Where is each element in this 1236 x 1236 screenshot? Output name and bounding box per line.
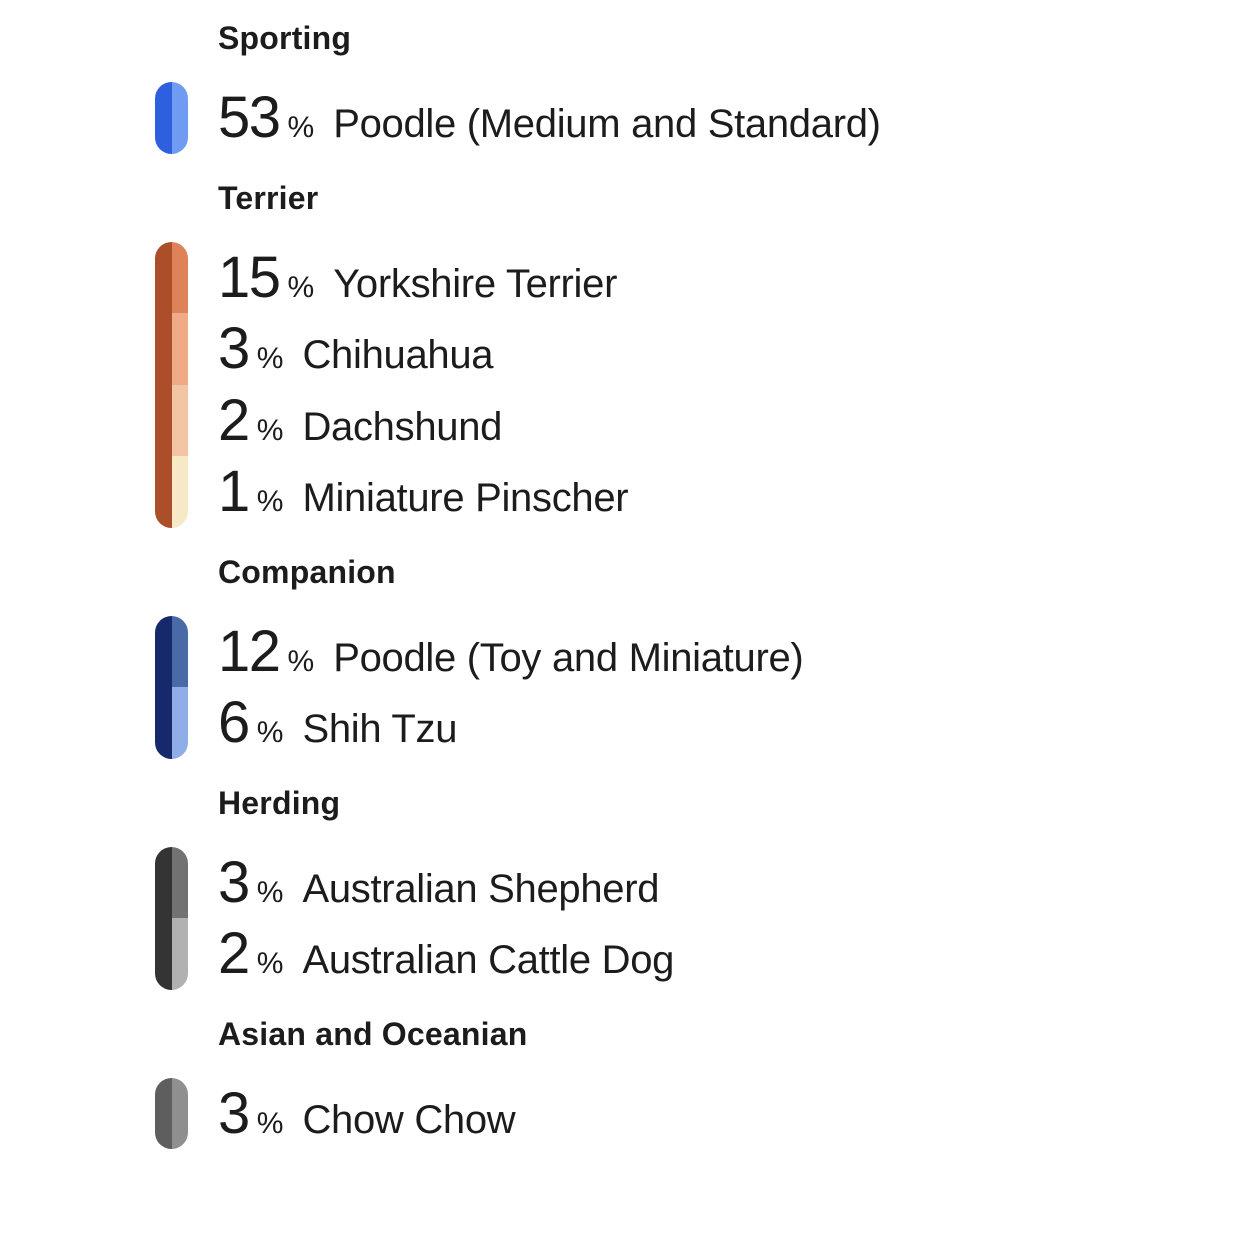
breed-group-section (0, 22, 1236, 154)
breed-group-bar-base (155, 82, 172, 154)
breed-bar-segment (172, 687, 188, 759)
breed-group-bar-base (155, 1078, 172, 1150)
breed-percent-value: 1 (218, 459, 249, 524)
breed-row-list (218, 82, 881, 154)
breed-percent-value: 2 (218, 921, 249, 986)
breed-row (218, 1078, 515, 1150)
percent-sign: % (256, 1106, 284, 1140)
breed-name: Miniature Pinscher (302, 476, 629, 520)
breed-group-body (155, 1078, 1236, 1150)
breed-name: Poodle (Medium and Standard) (333, 102, 881, 146)
breed-row-list (218, 242, 628, 528)
breed-bar-segment (172, 918, 188, 990)
breed-percent-value: 15 (218, 244, 280, 310)
breed-group-bar-base (155, 242, 172, 528)
breed-row-list (218, 1078, 515, 1150)
breed-name: Shih Tzu (302, 707, 458, 751)
breed-percent-value: 6 (218, 690, 249, 755)
breed-group-bar (155, 616, 188, 759)
breed-group-bar-segments (172, 616, 188, 759)
breed-name: Yorkshire Terrier (333, 261, 618, 306)
breed-group-bar-base (155, 847, 172, 990)
breed-group-body (155, 242, 1236, 528)
breed-group-bar (155, 242, 188, 528)
breed-row (218, 918, 674, 990)
breed-group-title: Companion (218, 553, 396, 590)
breed-group-bar-segments (172, 847, 188, 990)
breed-percent-value: 2 (218, 387, 249, 453)
percent-sign: % (256, 485, 284, 518)
breed-row-list (218, 847, 674, 990)
breed-percent-value: 12 (218, 618, 280, 684)
percent-sign: % (287, 270, 315, 304)
breed-bar-segment (172, 313, 188, 385)
breed-group-bar (155, 82, 188, 154)
breed-group-section (0, 179, 1236, 528)
breed-group-title: Asian and Oceanian (218, 1015, 528, 1052)
percent-sign: % (287, 111, 315, 144)
breed-row (218, 687, 803, 759)
breed-row (218, 313, 628, 385)
breed-group-body (155, 847, 1236, 990)
breed-row (218, 847, 674, 919)
breed-group-bar-segments (172, 82, 188, 154)
breed-name: Dachshund (302, 404, 503, 449)
breed-group-title: Terrier (218, 179, 319, 216)
breed-row (218, 242, 628, 314)
breed-group-section (0, 553, 1236, 759)
percent-sign: % (256, 947, 284, 980)
breed-percent-value: 3 (218, 849, 249, 915)
breed-percent-value: 3 (218, 1080, 249, 1146)
breed-bar-segment (172, 385, 188, 457)
breed-name: Australian Shepherd (302, 866, 660, 911)
breed-row (218, 385, 628, 457)
breed-group-title: Herding (218, 784, 341, 821)
breed-group-section (0, 1015, 1236, 1150)
breed-group-bar (155, 1078, 188, 1150)
breed-row (218, 616, 803, 688)
percent-sign: % (287, 644, 315, 678)
breed-group-bar-segments (172, 242, 188, 528)
breed-bar-segment (172, 456, 188, 528)
breed-name: Australian Cattle Dog (302, 938, 675, 982)
percent-sign: % (256, 875, 284, 909)
breed-group-section (0, 784, 1236, 990)
breed-bar-segment (172, 242, 188, 314)
breed-bar-segment (172, 1078, 188, 1150)
breed-group-bar (155, 847, 188, 990)
breed-row (218, 82, 881, 154)
breed-name: Poodle (Toy and Miniature) (333, 635, 804, 680)
breed-group-body (155, 82, 1236, 154)
breed-group-body (155, 616, 1236, 759)
breed-group-list (0, 22, 1236, 1149)
percent-sign: % (256, 413, 284, 447)
breed-group-bar-segments (172, 1078, 188, 1150)
breed-percent-value: 53 (218, 85, 280, 150)
breed-bar-segment (172, 82, 188, 154)
breed-bar-segment (172, 847, 188, 919)
breed-name: Chow Chow (302, 1097, 516, 1142)
breed-bar-segment (172, 616, 188, 688)
percent-sign: % (256, 342, 284, 375)
breed-group-bar-base (155, 616, 172, 759)
breed-row (218, 456, 628, 528)
breed-group-title: Sporting (218, 20, 352, 56)
breed-row-list (218, 616, 803, 759)
percent-sign: % (256, 716, 284, 749)
breed-percent-value: 3 (218, 316, 249, 381)
breed-name: Chihuahua (302, 333, 494, 377)
